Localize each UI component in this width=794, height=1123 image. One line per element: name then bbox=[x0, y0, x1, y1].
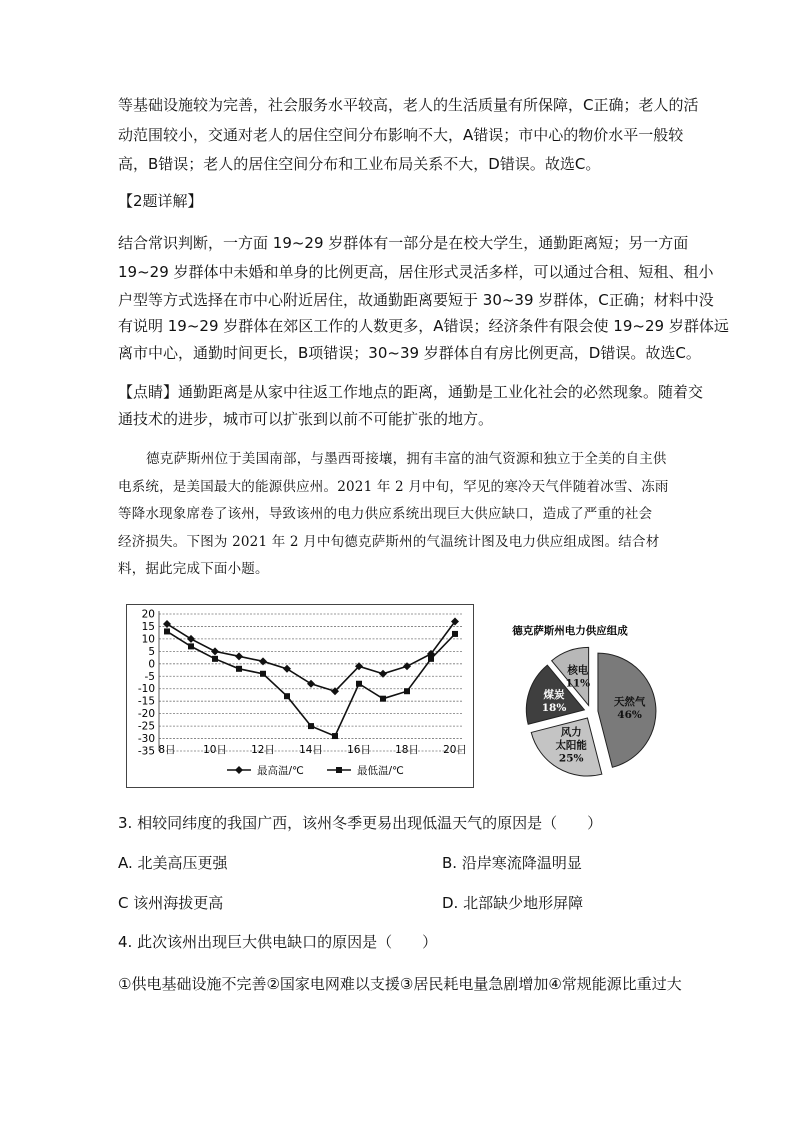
material-line: 经济损失。下图为 2021 年 2 月中旬德克萨斯州的气温统计图及电力供应组成图。结合材 bbox=[118, 534, 660, 550]
y-tick-label: -35 bbox=[137, 745, 155, 758]
x-tick-label: 14日 bbox=[299, 744, 323, 756]
pie-value: 18% bbox=[541, 701, 567, 714]
text-line: 高，B错误；老人的居住空间分布和工业布局关系不大，D错误。故选C。 bbox=[118, 155, 601, 173]
data-point-min bbox=[164, 628, 170, 634]
data-point-min bbox=[236, 666, 242, 672]
pie-label: 煤炭 bbox=[543, 688, 565, 701]
text-line: 结合常识判断，一方面 19~29 岁群体有一部分是在校大学生，通勤距离短；另一方面 bbox=[118, 234, 689, 252]
data-point-max bbox=[187, 635, 195, 643]
pie-label: 风力 bbox=[560, 726, 582, 739]
text-line: 户型等方式选择在市中心附近居住，故通勤距离要短于 30~39 岁群体，C正确；材料中没 bbox=[118, 291, 714, 309]
option-c[interactable]: C 该州海拔更高 bbox=[118, 894, 224, 912]
power-supply-pie-svg bbox=[508, 618, 708, 783]
data-point-min bbox=[380, 696, 386, 702]
text-line: 离市中心，通勤时间更长，B项错误；30~39 岁群体自有房比例更高，D错误。故选C。 bbox=[118, 344, 701, 362]
text-line: 等基础设施较为完善，社会服务水平较高，老人的生活质量有所保障，C正确；老人的活 bbox=[118, 96, 699, 114]
pie-label: 天然气 bbox=[613, 696, 646, 709]
pie-value: 11% bbox=[565, 677, 591, 690]
material-line: 德克萨斯州位于美国南部，与墨西哥接壤，拥有丰富的油气资源和独立于全美的自主供 bbox=[146, 451, 667, 467]
y-tick-label: 5 bbox=[148, 645, 155, 658]
question-4-stem: 4. 此次该州出现巨大供电缺口的原因是（ ） bbox=[118, 933, 438, 951]
pie-label: 太阳能 bbox=[555, 739, 587, 752]
data-point-max bbox=[307, 680, 315, 688]
material-line: 等降水现象席卷了该州，导致该州的电力供应系统出现巨大供应缺口，造成了严重的社会 bbox=[118, 506, 653, 522]
x-tick-label: 8日 bbox=[158, 744, 176, 756]
data-point-min bbox=[260, 671, 266, 677]
data-point-min bbox=[452, 631, 458, 637]
y-tick-label: 15 bbox=[141, 620, 155, 633]
data-point-min bbox=[308, 723, 314, 729]
data-point-max bbox=[283, 665, 291, 673]
text-line: 动范围较小，交通对老人的居住空间分布影响不大，A错误；市中心的物价水平一般较 bbox=[118, 126, 684, 144]
data-point-min bbox=[188, 643, 194, 649]
y-tick-label: -25 bbox=[137, 720, 155, 733]
question-3-stem: 3. 相较同纬度的我国广西，该州冬季更易出现低温天气的原因是（ ） bbox=[118, 814, 603, 832]
y-tick-label: 0 bbox=[148, 658, 155, 671]
data-point-min bbox=[428, 656, 434, 662]
data-point-min bbox=[332, 733, 338, 739]
pie-title: 德克萨斯州电力供应组成 bbox=[512, 625, 628, 637]
x-tick-label: 12日 bbox=[251, 744, 275, 756]
data-point-max bbox=[235, 652, 243, 660]
option-a[interactable]: A. 北美高压更强 bbox=[118, 854, 228, 872]
data-point-max bbox=[211, 647, 219, 655]
material-line: 电系统，是美国最大的能源供应州。2021 年 2 月中旬，罕见的寒冷天气伴随着冰雪、冻雨 bbox=[118, 479, 669, 495]
y-tick-label: -15 bbox=[137, 695, 155, 708]
legend-marker-max bbox=[235, 766, 243, 774]
option-d[interactable]: D. 北部缺少地形屏障 bbox=[442, 894, 584, 912]
x-tick-label: 18日 bbox=[395, 744, 419, 756]
data-point-min bbox=[212, 656, 218, 662]
temperature-chart-svg bbox=[127, 605, 473, 787]
pie-value: 25% bbox=[558, 752, 584, 765]
option-b[interactable]: B. 沿岸寒流降温明显 bbox=[442, 854, 582, 872]
section-heading: 【2题详解】 bbox=[118, 192, 203, 210]
question-4-items: ①供电基础设施不完善②国家电网难以支援③居民耗电量急剧增加④常规能源比重过大 bbox=[118, 975, 682, 993]
y-tick-label: 10 bbox=[141, 633, 155, 646]
legend-label-max: 最高温/℃ bbox=[257, 765, 304, 777]
text-line: 通技术的进步，城市可以扩张到以前不可能扩张的地方。 bbox=[118, 410, 494, 428]
temperature-chart bbox=[126, 604, 474, 788]
material-line: 料，据此完成下面小题。 bbox=[118, 561, 269, 577]
y-tick-label: -20 bbox=[137, 708, 155, 721]
y-tick-label: -10 bbox=[137, 683, 155, 696]
pie-label: 核电 bbox=[567, 664, 589, 677]
y-tick-label: -5 bbox=[144, 670, 155, 683]
power-supply-pie bbox=[508, 618, 708, 783]
x-tick-label: 10日 bbox=[203, 744, 227, 756]
text-line: 【点睛】通勤距离是从家中往返工作地点的距离，通勤是工业化社会的必然现象。随着交 bbox=[118, 383, 704, 401]
text-line: 19~29 岁群体中未婚和单身的比例更高，居住形式灵活多样，可以通过合租、短租、租小 bbox=[118, 263, 714, 281]
data-point-min bbox=[404, 688, 410, 694]
pie-value: 46% bbox=[617, 709, 642, 722]
x-tick-label: 16日 bbox=[347, 744, 371, 756]
text-line: 有说明 19~29 岁群体在郊区工作的人数更多，A错误；经济条件有限会使 19~29 岁群体远 bbox=[118, 317, 729, 335]
legend-label-min: 最低温/℃ bbox=[357, 765, 404, 777]
data-point-min bbox=[284, 693, 290, 699]
legend-marker-min bbox=[336, 767, 342, 773]
y-tick-label: 20 bbox=[141, 608, 155, 621]
y-tick-label: -30 bbox=[137, 733, 155, 746]
data-point-min bbox=[356, 681, 362, 687]
x-tick-label: 20日 bbox=[443, 744, 467, 756]
